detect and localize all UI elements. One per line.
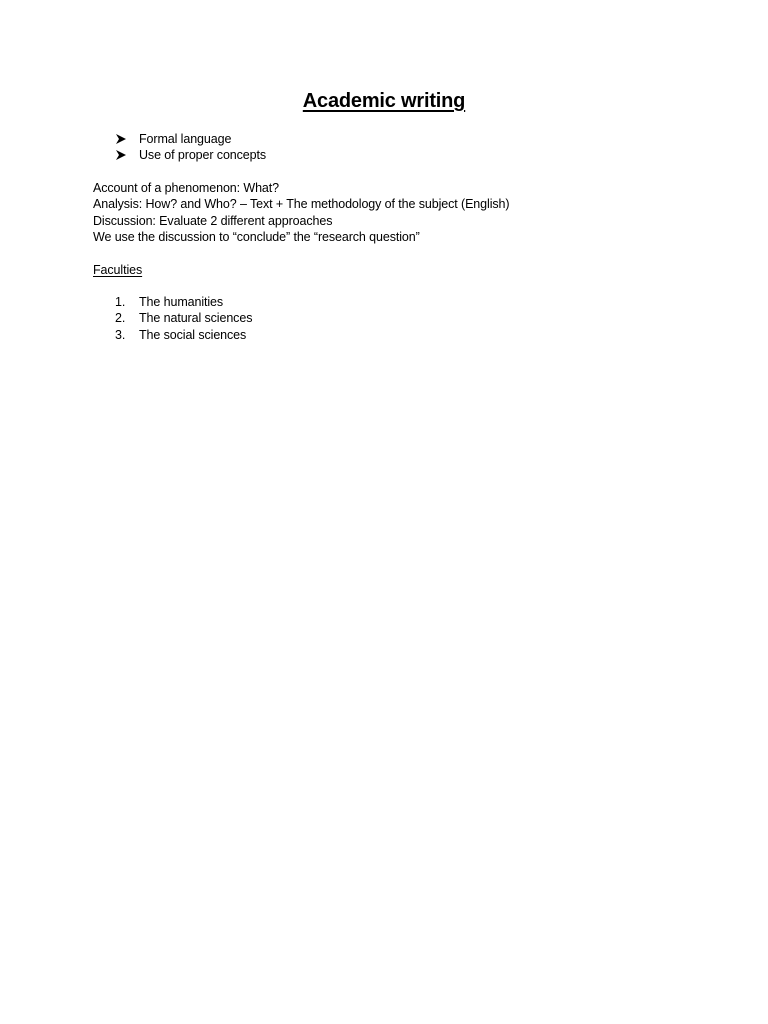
bullet-item — [115, 147, 266, 163]
page-title: Academic writing — [302, 90, 466, 112]
arrowhead-bullet-icon — [115, 134, 127, 144]
paragraph-line: Analysis: How? and Who? – Text + The methodology of the subject (English) — [93, 197, 510, 212]
faculty-text: The humanities — [139, 295, 224, 309]
list-number: 3. — [115, 327, 126, 342]
paragraph-line: We use the discussion to “conclude” the “research question” — [93, 229, 420, 244]
faculty-text: The social sciences — [139, 327, 247, 342]
faculties-list — [115, 294, 252, 343]
arrowhead-bullet-icon — [115, 150, 127, 160]
bullet-item — [115, 131, 266, 147]
body-paragraphs — [93, 180, 509, 245]
list-number: 2. — [115, 311, 126, 326]
bullet-text: Use of proper concepts — [139, 148, 267, 163]
bullet-list — [115, 131, 266, 164]
paragraph-line: Account of a phenomenon: What? — [93, 181, 280, 195]
faculties-heading: Faculties — [93, 263, 143, 277]
paragraph-line: Discussion: Evaluate 2 different approaches — [93, 213, 333, 228]
faculty-item — [115, 310, 252, 326]
list-number: 1. — [115, 295, 126, 309]
faculty-text: The natural sciences — [139, 311, 253, 326]
bullet-text: Formal language — [139, 132, 232, 146]
faculty-item — [115, 294, 252, 310]
faculty-item — [115, 327, 252, 343]
